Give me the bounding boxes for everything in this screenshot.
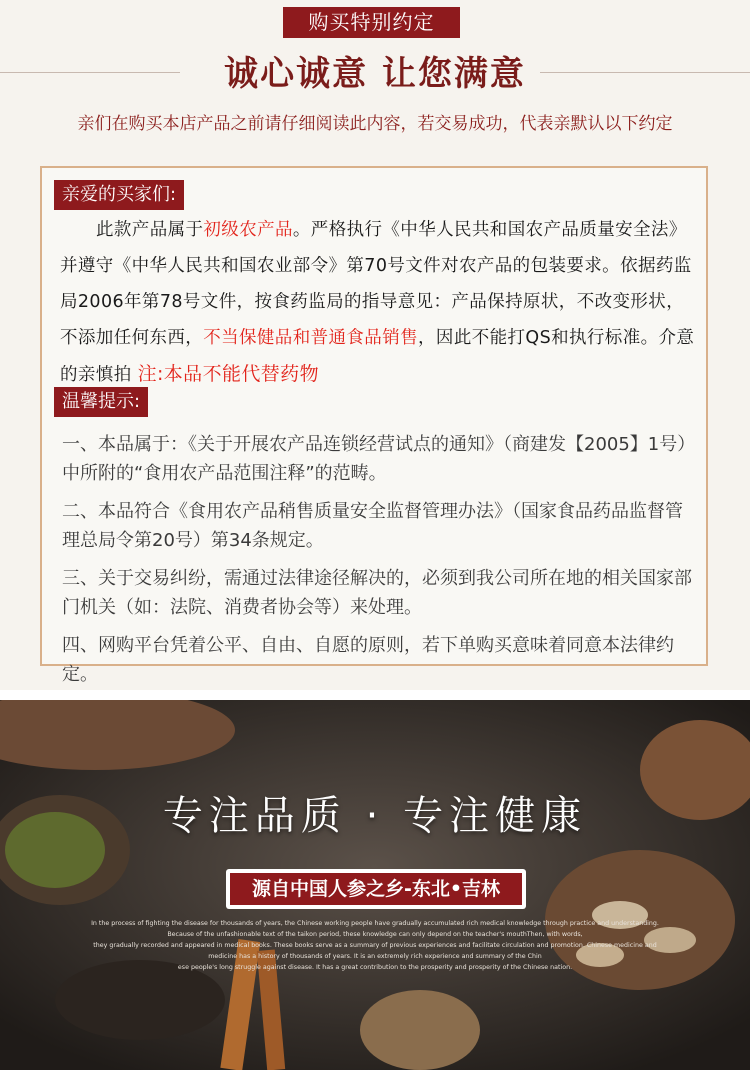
buyer-label: 亲爱的买家们: xyxy=(54,180,184,210)
notice-box xyxy=(40,166,708,685)
notice-paragraph xyxy=(60,212,700,393)
tips-item: 二、本品符合《食用农产品稍售质量安全监督管理办法》（国家食品药品监督管理总局令第20号）第34条规定。 xyxy=(62,501,683,551)
notice-highlight-2: 不当保健品和普通食品销售 xyxy=(203,328,419,348)
english-line: In the process of fighting the disease for thousands of years, the Chinese working people have gradually accumulated rich medical knowledge through practice and understanding. xyxy=(91,920,659,927)
tips-item: 三、关于交易纠纷，需通过法律途径解决的，必须到我公司所在地的相关国家部门机关（如：法院、消费者协会等）来处理。 xyxy=(62,568,692,618)
tips-item: 一、本品属于：《关于开展农产品连锁经营试点的通知》（商建发【2005】1号）中所附的“食用农产品范围注释”的范畴。 xyxy=(62,434,687,484)
notice-text-b: 。严格执行《中华人民共和国农产品质量安全法》并遵守《中华人民共和国农业部令》第70号文件对农产品的包装要求。依据药监局2006年第78号文件，按食药监局的指导意见：产品保持原状，不改变形状，不添加任何东西， xyxy=(60,220,692,348)
tips-label: 温馨提示: xyxy=(54,387,148,417)
english-line: medicine has a history of thousands of years. It is an extremely rich experience and summary of the Chin xyxy=(208,953,542,960)
notice-highlight-1: 初级农产品 xyxy=(203,220,293,240)
notice-highlight-3: 注:本品不能代替药物 xyxy=(137,363,319,385)
notice-text-c: ，因此不能打QS和执行标准。介意的亲慎拍 xyxy=(60,328,695,385)
origin-text: 源自中国人参之乡-东北•吉林 xyxy=(230,873,522,905)
english-line: they gradually recorded and appeared in medical books. These books serve as a summary of previous experiences and facilitate circulation and promotion. Chinese medicine and xyxy=(93,942,657,949)
notice-text-a: 此款产品属于 xyxy=(96,220,204,240)
tips-list xyxy=(62,430,692,698)
english-paragraph xyxy=(40,918,710,973)
intro-text: 亲们在购买本店产品之前请仔细阅读此内容，若交易成功，代表亲默认以下约定 xyxy=(77,114,673,134)
english-line: Because of the unfashionable text of the taikon period, these knowledge can only depend on the teacher's mouthThen, with words, xyxy=(167,931,583,938)
header-tag: 购买特别约定 xyxy=(283,7,460,38)
origin-badge xyxy=(226,869,526,909)
tips-item: 四、网购平台凭着公平、自由、自愿的原则，若下单购买意味着同意本法律约定。 xyxy=(62,635,674,685)
english-line: ese people's long struggle against disease. It has a great contribution to the prosperity and prosperity of the Chinese nation. xyxy=(177,964,573,971)
page-title: 诚心诚意 让您满意 xyxy=(224,54,526,94)
slogan: 专注品质 · 专注健康 xyxy=(162,793,588,839)
